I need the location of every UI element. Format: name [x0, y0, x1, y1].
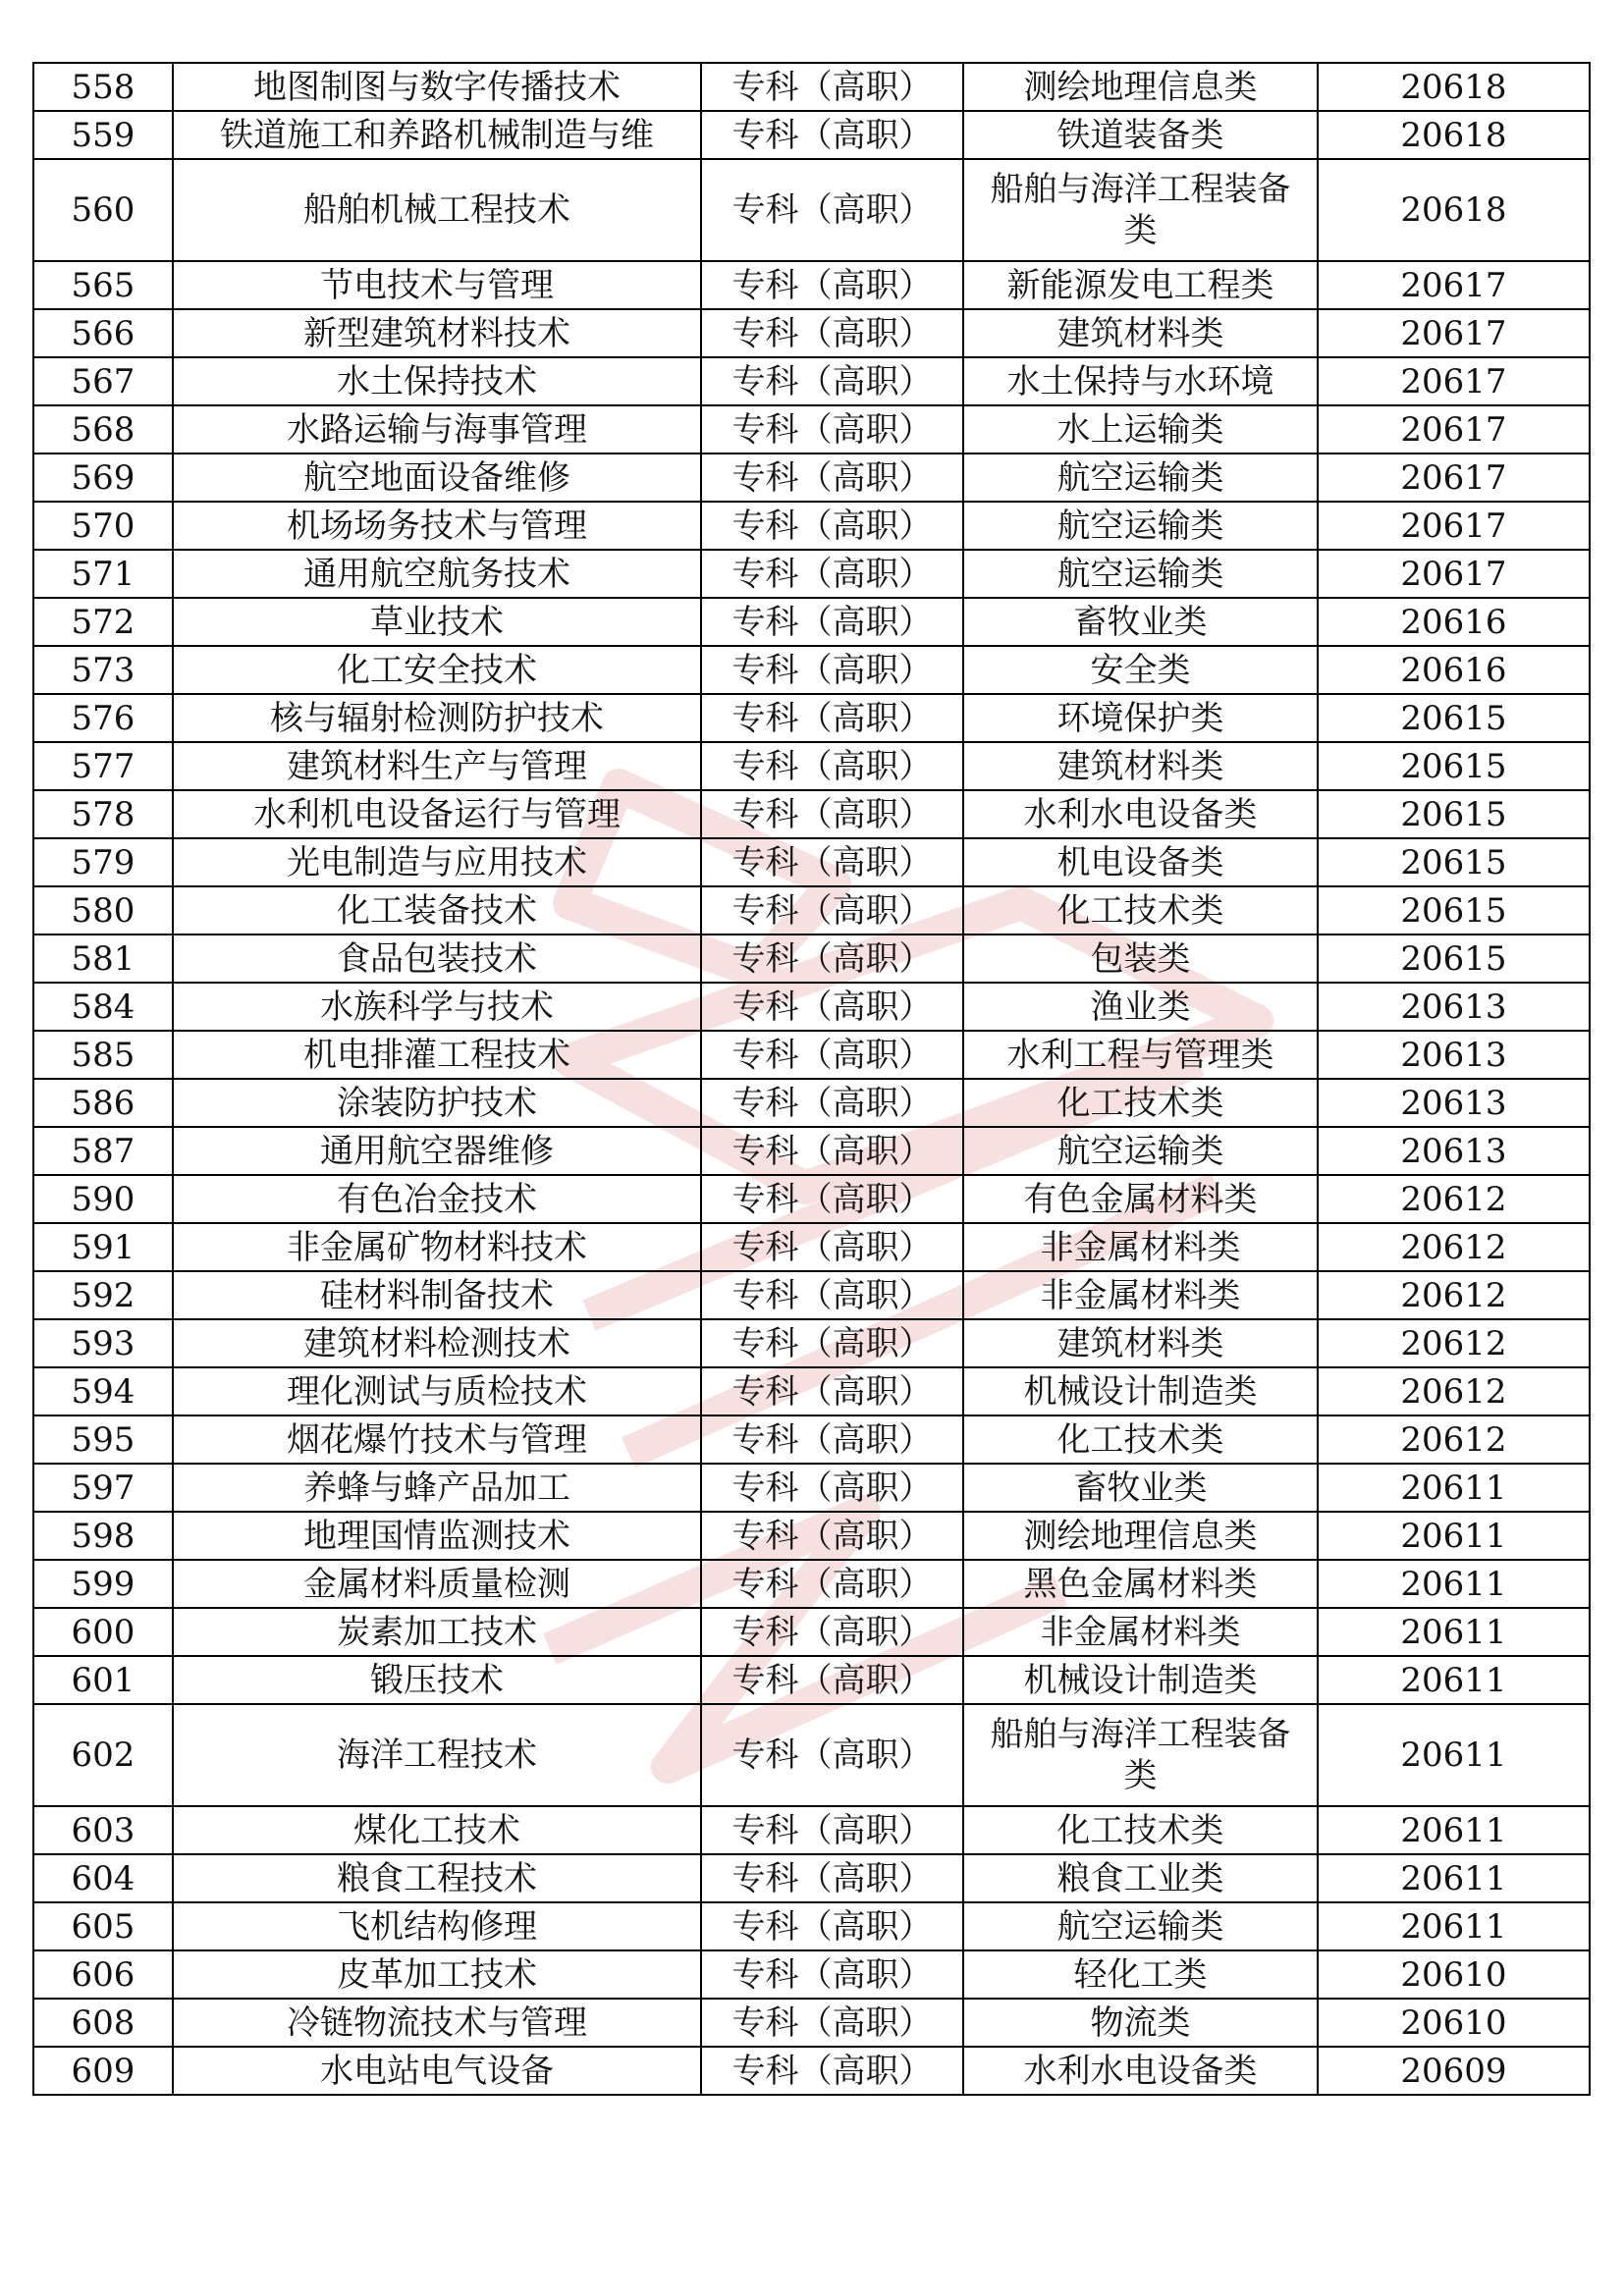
cell-score: 20613	[1318, 1127, 1590, 1175]
table-row	[33, 1512, 1590, 1560]
cell-row-number: 576	[33, 694, 173, 742]
cell-score: 20612	[1318, 1175, 1590, 1223]
cell-row-number: 608	[33, 1999, 173, 2047]
cell-category: 船舶与海洋工程装备类	[963, 159, 1318, 261]
cell-category: 水利工程与管理类	[963, 1031, 1318, 1079]
cell-level: 专科（高职）	[701, 1127, 963, 1175]
table-row	[33, 1902, 1590, 1950]
cell-major-name: 煤化工技术	[173, 1806, 701, 1854]
cell-score: 20611	[1318, 1560, 1590, 1608]
cell-row-number: 602	[33, 1704, 173, 1806]
cell-level: 专科（高职）	[701, 886, 963, 934]
cell-major-name: 地理国情监测技术	[173, 1512, 701, 1560]
table-row	[33, 357, 1590, 405]
cell-category: 机械设计制造类	[963, 1367, 1318, 1415]
table-row	[33, 934, 1590, 983]
cell-category: 化工技术类	[963, 1415, 1318, 1464]
cell-category: 航空运输类	[963, 550, 1318, 598]
cell-score: 20618	[1318, 111, 1590, 159]
cell-row-number: 592	[33, 1271, 173, 1319]
cell-score: 20615	[1318, 694, 1590, 742]
cell-level: 专科（高职）	[701, 357, 963, 405]
cell-score: 20613	[1318, 983, 1590, 1031]
table-row	[33, 111, 1590, 159]
cell-level: 专科（高职）	[701, 1950, 963, 1999]
cell-score: 20611	[1318, 1656, 1590, 1704]
cell-score: 20617	[1318, 309, 1590, 357]
table-row	[33, 1127, 1590, 1175]
cell-category: 化工技术类	[963, 1079, 1318, 1127]
cell-category: 渔业类	[963, 983, 1318, 1031]
cell-level: 专科（高职）	[701, 1608, 963, 1656]
cell-row-number: 569	[33, 454, 173, 502]
cell-score: 20611	[1318, 1608, 1590, 1656]
cell-category: 铁道装备类	[963, 111, 1318, 159]
cell-score: 20611	[1318, 1806, 1590, 1854]
table-row	[33, 159, 1590, 261]
cell-row-number: 560	[33, 159, 173, 261]
cell-row-number: 598	[33, 1512, 173, 1560]
cell-row-number: 558	[33, 63, 173, 111]
cell-major-name: 节电技术与管理	[173, 261, 701, 309]
cell-row-number: 585	[33, 1031, 173, 1079]
table-row	[33, 309, 1590, 357]
cell-row-number: 586	[33, 1079, 173, 1127]
cell-level: 专科（高职）	[701, 1319, 963, 1367]
cell-row-number: 568	[33, 405, 173, 454]
table-row	[33, 1079, 1590, 1127]
cell-major-name: 粮食工程技术	[173, 1854, 701, 1902]
cell-level: 专科（高职）	[701, 1854, 963, 1902]
table-row	[33, 838, 1590, 886]
table-row	[33, 1319, 1590, 1367]
cell-major-name: 草业技术	[173, 598, 701, 646]
cell-category: 安全类	[963, 646, 1318, 694]
cell-major-name: 通用航空器维修	[173, 1127, 701, 1175]
cell-level: 专科（高职）	[701, 598, 963, 646]
cell-row-number: 605	[33, 1902, 173, 1950]
cell-row-number: 566	[33, 309, 173, 357]
cell-row-number: 571	[33, 550, 173, 598]
cell-score: 20613	[1318, 1031, 1590, 1079]
cell-major-name: 冷链物流技术与管理	[173, 1999, 701, 2047]
cell-row-number: 604	[33, 1854, 173, 1902]
cell-row-number: 577	[33, 742, 173, 790]
cell-level: 专科（高职）	[701, 1704, 963, 1806]
cell-major-name: 皮革加工技术	[173, 1950, 701, 1999]
cell-major-name: 水土保持技术	[173, 357, 701, 405]
cell-major-name: 食品包装技术	[173, 934, 701, 983]
cell-row-number: 609	[33, 2047, 173, 2095]
cell-level: 专科（高职）	[701, 1271, 963, 1319]
cell-score: 20617	[1318, 454, 1590, 502]
cell-major-name: 水族科学与技术	[173, 983, 701, 1031]
cell-score: 20612	[1318, 1319, 1590, 1367]
cell-category: 航空运输类	[963, 1902, 1318, 1950]
cell-level: 专科（高职）	[701, 1415, 963, 1464]
cell-major-name: 水路运输与海事管理	[173, 405, 701, 454]
cell-major-name: 光电制造与应用技术	[173, 838, 701, 886]
cell-score: 20618	[1318, 63, 1590, 111]
cell-category: 测绘地理信息类	[963, 63, 1318, 111]
table-row	[33, 742, 1590, 790]
cell-row-number: 597	[33, 1464, 173, 1512]
cell-score: 20611	[1318, 1704, 1590, 1806]
cell-major-name: 有色冶金技术	[173, 1175, 701, 1223]
table-row	[33, 1271, 1590, 1319]
cell-level: 专科（高职）	[701, 1999, 963, 2047]
cell-row-number: 580	[33, 886, 173, 934]
cell-major-name: 新型建筑材料技术	[173, 309, 701, 357]
cell-score: 20611	[1318, 1464, 1590, 1512]
cell-score: 20616	[1318, 598, 1590, 646]
cell-category: 黑色金属材料类	[963, 1560, 1318, 1608]
cell-major-name: 建筑材料检测技术	[173, 1319, 701, 1367]
table-row	[33, 598, 1590, 646]
cell-row-number: 594	[33, 1367, 173, 1415]
table-row	[33, 886, 1590, 934]
cell-score: 20617	[1318, 502, 1590, 550]
cell-major-name: 炭素加工技术	[173, 1608, 701, 1656]
table-row	[33, 1223, 1590, 1271]
table-row	[33, 1704, 1590, 1806]
cell-major-name: 核与辐射检测防护技术	[173, 694, 701, 742]
cell-score: 20618	[1318, 159, 1590, 261]
cell-category: 水利水电设备类	[963, 790, 1318, 838]
cell-major-name: 通用航空航务技术	[173, 550, 701, 598]
cell-row-number: 572	[33, 598, 173, 646]
cell-level: 专科（高职）	[701, 1560, 963, 1608]
cell-score: 20611	[1318, 1854, 1590, 1902]
cell-category: 建筑材料类	[963, 309, 1318, 357]
cell-level: 专科（高职）	[701, 159, 963, 261]
table-row	[33, 550, 1590, 598]
cell-category: 非金属材料类	[963, 1608, 1318, 1656]
table-row	[33, 405, 1590, 454]
cell-level: 专科（高职）	[701, 646, 963, 694]
cell-score: 20611	[1318, 1512, 1590, 1560]
cell-score: 20612	[1318, 1223, 1590, 1271]
cell-score: 20616	[1318, 646, 1590, 694]
cell-row-number: 601	[33, 1656, 173, 1704]
table-row	[33, 1854, 1590, 1902]
table-row	[33, 1560, 1590, 1608]
cell-level: 专科（高职）	[701, 1656, 963, 1704]
cell-row-number: 591	[33, 1223, 173, 1271]
cell-level: 专科（高职）	[701, 1367, 963, 1415]
cell-score: 20609	[1318, 2047, 1590, 2095]
cell-major-name: 硅材料制备技术	[173, 1271, 701, 1319]
table-row	[33, 454, 1590, 502]
cell-row-number: 590	[33, 1175, 173, 1223]
cell-score: 20615	[1318, 790, 1590, 838]
table-row	[33, 1806, 1590, 1854]
cell-row-number: 579	[33, 838, 173, 886]
table-row	[33, 1175, 1590, 1223]
cell-row-number: 565	[33, 261, 173, 309]
cell-category: 水土保持与水环境	[963, 357, 1318, 405]
cell-score: 20613	[1318, 1079, 1590, 1127]
cell-row-number: 573	[33, 646, 173, 694]
cell-category: 有色金属材料类	[963, 1175, 1318, 1223]
cell-level: 专科（高职）	[701, 405, 963, 454]
cell-category: 粮食工业类	[963, 1854, 1318, 1902]
cell-score: 20610	[1318, 1950, 1590, 1999]
cell-row-number: 587	[33, 1127, 173, 1175]
cell-score: 20615	[1318, 742, 1590, 790]
cell-major-name: 水电站电气设备	[173, 2047, 701, 2095]
table-row	[33, 646, 1590, 694]
cell-category: 测绘地理信息类	[963, 1512, 1318, 1560]
table-row	[33, 1464, 1590, 1512]
cell-row-number: 599	[33, 1560, 173, 1608]
cell-major-name: 机电排灌工程技术	[173, 1031, 701, 1079]
cell-major-name: 机场场务技术与管理	[173, 502, 701, 550]
cell-category: 新能源发电工程类	[963, 261, 1318, 309]
cell-level: 专科（高职）	[701, 1031, 963, 1079]
cell-level: 专科（高职）	[701, 1512, 963, 1560]
cell-level: 专科（高职）	[701, 742, 963, 790]
cell-level: 专科（高职）	[701, 2047, 963, 2095]
cell-category: 环境保护类	[963, 694, 1318, 742]
table-row	[33, 1608, 1590, 1656]
cell-category: 化工技术类	[963, 1806, 1318, 1854]
cell-level: 专科（高职）	[701, 502, 963, 550]
cell-score: 20612	[1318, 1415, 1590, 1464]
cell-category: 包装类	[963, 934, 1318, 983]
cell-level: 专科（高职）	[701, 1079, 963, 1127]
table-row	[33, 983, 1590, 1031]
cell-level: 专科（高职）	[701, 790, 963, 838]
cell-row-number: 567	[33, 357, 173, 405]
cell-major-name: 铁道施工和养路机械制造与维	[173, 111, 701, 159]
cell-major-name: 船舶机械工程技术	[173, 159, 701, 261]
cell-row-number: 593	[33, 1319, 173, 1367]
cell-score: 20612	[1318, 1271, 1590, 1319]
cell-category: 畜牧业类	[963, 1464, 1318, 1512]
majors-table	[32, 62, 1591, 2096]
table-body	[33, 63, 1590, 2095]
cell-level: 专科（高职）	[701, 454, 963, 502]
cell-major-name: 化工安全技术	[173, 646, 701, 694]
cell-category: 建筑材料类	[963, 1319, 1318, 1367]
cell-score: 20617	[1318, 405, 1590, 454]
table-row	[33, 261, 1590, 309]
cell-category: 船舶与海洋工程装备类	[963, 1704, 1318, 1806]
cell-category: 畜牧业类	[963, 598, 1318, 646]
table-row	[33, 1367, 1590, 1415]
cell-score: 20610	[1318, 1999, 1590, 2047]
cell-score: 20615	[1318, 934, 1590, 983]
cell-major-name: 养蜂与蜂产品加工	[173, 1464, 701, 1512]
cell-row-number: 595	[33, 1415, 173, 1464]
cell-score: 20615	[1318, 838, 1590, 886]
cell-major-name: 水利机电设备运行与管理	[173, 790, 701, 838]
cell-major-name: 非金属矿物材料技术	[173, 1223, 701, 1271]
cell-major-name: 飞机结构修理	[173, 1902, 701, 1950]
cell-row-number: 570	[33, 502, 173, 550]
cell-row-number: 603	[33, 1806, 173, 1854]
cell-level: 专科（高职）	[701, 309, 963, 357]
table-row	[33, 2047, 1590, 2095]
cell-score: 20615	[1318, 886, 1590, 934]
cell-level: 专科（高职）	[701, 1806, 963, 1854]
cell-level: 专科（高职）	[701, 983, 963, 1031]
cell-level: 专科（高职）	[701, 838, 963, 886]
cell-level: 专科（高职）	[701, 550, 963, 598]
cell-level: 专科（高职）	[701, 261, 963, 309]
cell-row-number: 584	[33, 983, 173, 1031]
table-row	[33, 1656, 1590, 1704]
table-row	[33, 502, 1590, 550]
cell-category: 轻化工类	[963, 1950, 1318, 1999]
cell-row-number: 559	[33, 111, 173, 159]
cell-major-name: 锻压技术	[173, 1656, 701, 1704]
cell-major-name: 航空地面设备维修	[173, 454, 701, 502]
cell-level: 专科（高职）	[701, 1464, 963, 1512]
cell-row-number: 606	[33, 1950, 173, 1999]
table-row	[33, 63, 1590, 111]
table-row	[33, 1031, 1590, 1079]
cell-category: 航空运输类	[963, 502, 1318, 550]
cell-level: 专科（高职）	[701, 934, 963, 983]
cell-major-name: 地图制图与数字传播技术	[173, 63, 701, 111]
cell-category: 航空运输类	[963, 454, 1318, 502]
cell-major-name: 建筑材料生产与管理	[173, 742, 701, 790]
cell-level: 专科（高职）	[701, 111, 963, 159]
table-row	[33, 1999, 1590, 2047]
table-row	[33, 790, 1590, 838]
cell-category: 非金属材料类	[963, 1271, 1318, 1319]
cell-row-number: 600	[33, 1608, 173, 1656]
cell-major-name: 理化测试与质检技术	[173, 1367, 701, 1415]
cell-row-number: 578	[33, 790, 173, 838]
cell-major-name: 海洋工程技术	[173, 1704, 701, 1806]
cell-category: 建筑材料类	[963, 742, 1318, 790]
cell-category: 化工技术类	[963, 886, 1318, 934]
cell-score: 20611	[1318, 1902, 1590, 1950]
cell-level: 专科（高职）	[701, 1175, 963, 1223]
cell-category: 物流类	[963, 1999, 1318, 2047]
cell-category: 水上运输类	[963, 405, 1318, 454]
cell-score: 20617	[1318, 261, 1590, 309]
cell-major-name: 涂装防护技术	[173, 1079, 701, 1127]
cell-row-number: 581	[33, 934, 173, 983]
cell-level: 专科（高职）	[701, 1223, 963, 1271]
cell-level: 专科（高职）	[701, 694, 963, 742]
cell-score: 20617	[1318, 550, 1590, 598]
cell-major-name: 化工装备技术	[173, 886, 701, 934]
cell-score: 20617	[1318, 357, 1590, 405]
cell-score: 20612	[1318, 1367, 1590, 1415]
cell-level: 专科（高职）	[701, 1902, 963, 1950]
cell-category: 机械设计制造类	[963, 1656, 1318, 1704]
cell-major-name: 金属材料质量检测	[173, 1560, 701, 1608]
cell-category: 非金属材料类	[963, 1223, 1318, 1271]
cell-category: 水利水电设备类	[963, 2047, 1318, 2095]
cell-category: 机电设备类	[963, 838, 1318, 886]
cell-level: 专科（高职）	[701, 63, 963, 111]
table-row	[33, 1950, 1590, 1999]
cell-category: 航空运输类	[963, 1127, 1318, 1175]
table-row	[33, 1415, 1590, 1464]
table-row	[33, 694, 1590, 742]
cell-major-name: 烟花爆竹技术与管理	[173, 1415, 701, 1464]
